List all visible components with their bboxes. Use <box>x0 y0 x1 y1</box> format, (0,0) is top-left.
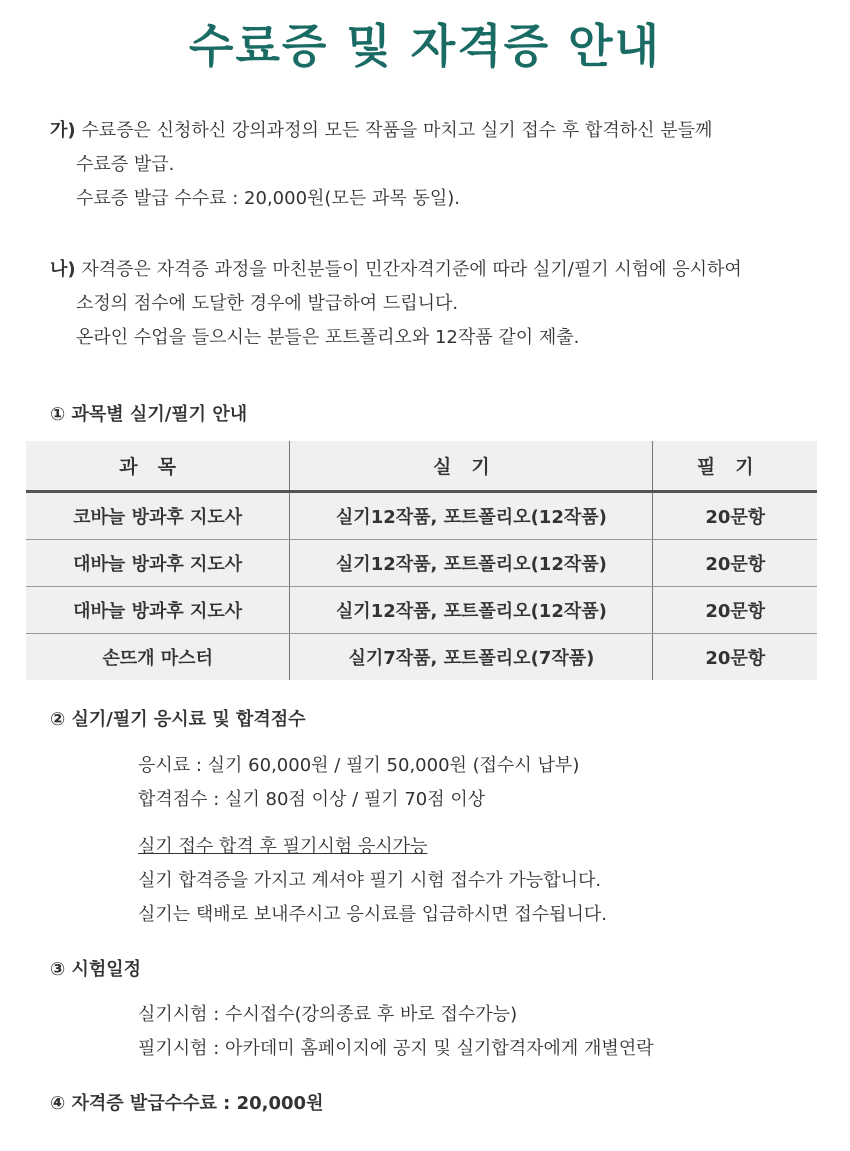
table-cell: 대바늘 방과후 지도사 <box>26 587 290 634</box>
subject-table <box>26 441 817 680</box>
note-line: 실기는 택배로 보내주시고 응시료를 입금하시면 접수됩니다. <box>138 904 608 925</box>
schedule-block <box>138 998 654 1066</box>
section-a <box>50 114 712 216</box>
table-cell: 코바늘 방과후 지도사 <box>26 492 290 540</box>
table-cell: 실기7작품, 포트폴리오(7작품) <box>290 634 653 681</box>
schedule-practical: 실기시험 : 수시접수(강의종료 후 바로 접수가능) <box>138 1004 518 1025</box>
fee-line: 응시료 : 실기 60,000원 / 필기 50,000원 (접수시 납부) <box>138 755 580 776</box>
section-b-line3: 온라인 수업을 들으시는 분들은 포트폴리오와 12작품 같이 제출. <box>76 327 580 348</box>
table-cell: 대바늘 방과후 지도사 <box>26 540 290 587</box>
heading-schedule: ③ 시험일정 <box>50 959 142 980</box>
section-b-line1: 자격증은 자격증 과정을 마친분들이 민간자격기준에 따라 실기/필기 시험에 응시하여 <box>81 259 742 280</box>
section-a-marker: 가) <box>50 120 76 141</box>
section-b-line2: 소정의 점수에 도달한 경우에 발급하여 드립니다. <box>76 293 459 314</box>
table-row <box>26 587 817 634</box>
section-a-line3: 수료증 발급 수수료 : 20,000원(모든 과목 동일). <box>76 188 460 209</box>
section-a-line1: 수료증은 신청하신 강의과정의 모든 작품을 마치고 실기 접수 후 합격하신 분들께 <box>81 120 713 141</box>
table-row <box>26 540 817 587</box>
table-row <box>26 492 817 540</box>
heading-subject-guide: ① 과목별 실기/필기 안내 <box>50 404 248 425</box>
table-row <box>26 634 817 681</box>
heading-fees: ② 실기/필기 응시료 및 합격점수 <box>50 709 306 730</box>
table-header-subject: 과목 <box>26 441 290 492</box>
page-title: 수료증 및 자격증 안내 <box>189 19 661 73</box>
table-cell: 20문항 <box>653 587 817 634</box>
table-cell: 20문항 <box>653 540 817 587</box>
notes-block <box>138 830 607 932</box>
table-header-written: 필기 <box>653 441 817 492</box>
table-cell: 실기12작품, 포트폴리오(12작품) <box>290 492 653 540</box>
table-cell: 실기12작품, 포트폴리오(12작품) <box>290 540 653 587</box>
section-b <box>50 253 742 355</box>
table-cell: 20문항 <box>653 634 817 681</box>
section-a-line2: 수료증 발급. <box>76 154 175 175</box>
note-underlined: 실기 접수 합격 후 필기시험 응시가능 <box>138 836 428 857</box>
fees-block <box>138 749 579 817</box>
table-header-practical: 실기 <box>290 441 653 492</box>
section-b-marker: 나) <box>50 259 76 280</box>
pass-score-line: 합격점수 : 실기 80점 이상 / 필기 70점 이상 <box>138 789 486 810</box>
table-cell: 실기12작품, 포트폴리오(12작품) <box>290 587 653 634</box>
schedule-written: 필기시험 : 아카데미 홈페이지에 공지 및 실기합격자에게 개별연락 <box>138 1038 654 1059</box>
note-line: 실기 합격증을 가지고 계셔야 필기 시험 접수가 가능합니다. <box>138 870 602 891</box>
heading-license-fee: ④ 자격증 발급수수료 : 20,000원 <box>50 1093 324 1114</box>
table-cell: 20문항 <box>653 492 817 540</box>
table-header-row <box>26 441 817 492</box>
table-cell: 손뜨개 마스터 <box>102 648 213 669</box>
